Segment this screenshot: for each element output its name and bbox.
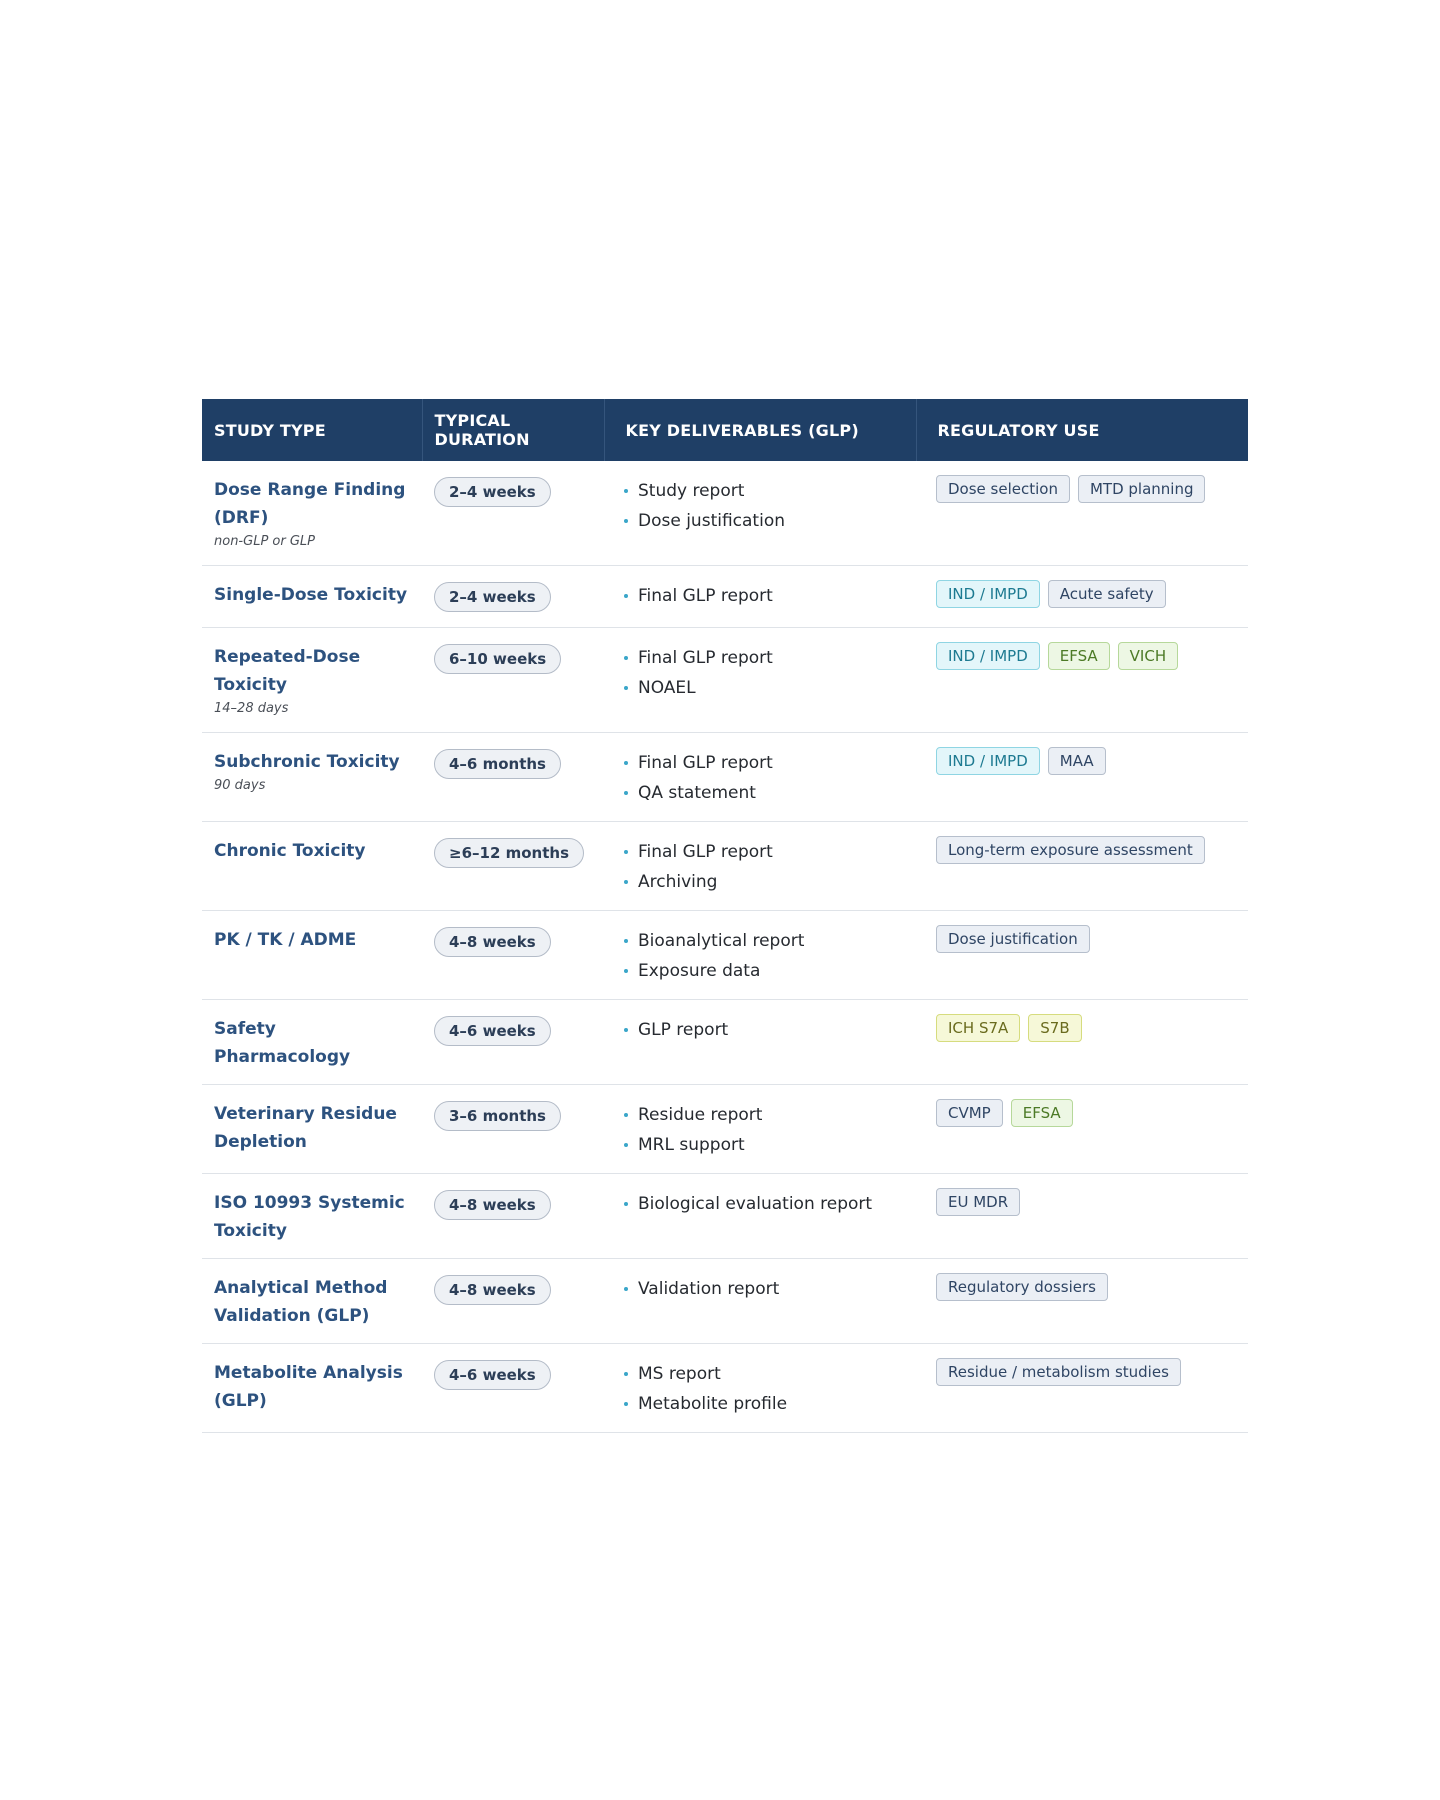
deliverable-text: Metabolite profile [638, 1394, 788, 1414]
study-type-cell [202, 461, 422, 566]
study-name: Metabolite Analysis (GLP) [214, 1363, 403, 1411]
table-header [202, 399, 1248, 461]
deliverable-item [624, 1389, 904, 1419]
duration-cell [422, 733, 604, 822]
study-name: Subchronic Toxicity [214, 752, 400, 772]
duration-pill: 4–8 weeks [434, 1275, 551, 1305]
regulatory-tag: Residue / metabolism studies [936, 1358, 1181, 1386]
regulatory-cell [916, 1344, 1248, 1433]
regulatory-cell [916, 461, 1248, 566]
deliverable-text: NOAEL [638, 678, 696, 698]
study-name: Veterinary Residue Depletion [214, 1104, 397, 1152]
table-row [202, 1259, 1248, 1344]
study-name: Analytical Method Validation (GLP) [214, 1278, 388, 1326]
deliverables-list [624, 1015, 904, 1045]
table-row [202, 461, 1248, 566]
bullet-dot-icon [624, 686, 628, 690]
duration-pill: 4–6 months [434, 749, 561, 779]
duration-pill: 6–10 weeks [434, 644, 561, 674]
deliverables-cell [604, 822, 916, 911]
bullet-dot-icon [624, 850, 628, 854]
regulatory-tag: CVMP [936, 1099, 1003, 1127]
duration-cell [422, 1000, 604, 1085]
deliverables-list [624, 1100, 904, 1160]
study-note: 90 days [214, 778, 266, 793]
deliverable-item [624, 926, 904, 956]
bullet-dot-icon [624, 1113, 628, 1117]
deliverable-item [624, 643, 904, 673]
header-key-deliverables: KEY DELIVERABLES (GLP) [604, 399, 916, 461]
bullet-dot-icon [624, 761, 628, 765]
bullet-dot-icon [624, 1028, 628, 1032]
deliverable-text: Bioanalytical report [638, 931, 805, 951]
deliverable-item [624, 1189, 904, 1219]
deliverable-item [624, 673, 904, 703]
deliverable-item [624, 956, 904, 986]
deliverables-cell [604, 1000, 916, 1085]
deliverable-item [624, 476, 904, 506]
duration-pill: ≥6–12 months [434, 838, 584, 868]
deliverables-cell [604, 1174, 916, 1259]
study-name: Dose Range Finding (DRF) [214, 480, 406, 528]
bullet-dot-icon [624, 1287, 628, 1291]
regulatory-cell [916, 1085, 1248, 1174]
bullet-dot-icon [624, 791, 628, 795]
duration-pill: 2–4 weeks [434, 477, 551, 507]
deliverables-list [624, 1189, 904, 1219]
study-type-cell [202, 566, 422, 628]
deliverables-list [624, 581, 904, 611]
study-type-cell [202, 1085, 422, 1174]
study-type-cell [202, 1000, 422, 1085]
deliverable-text: Residue report [638, 1105, 763, 1125]
deliverable-item [624, 1130, 904, 1160]
table-body [202, 461, 1248, 1433]
table-row [202, 1085, 1248, 1174]
study-note: non-GLP or GLP [214, 534, 315, 549]
study-type-cell [202, 628, 422, 733]
deliverable-item [624, 581, 904, 611]
header-row [202, 399, 1248, 461]
deliverable-text: Final GLP report [638, 842, 773, 862]
deliverables-list [624, 748, 904, 808]
regulatory-cell [916, 911, 1248, 1000]
table-row [202, 628, 1248, 733]
bullet-dot-icon [624, 969, 628, 973]
deliverables-list [624, 1359, 904, 1419]
deliverable-item [624, 748, 904, 778]
deliverable-text: QA statement [638, 783, 756, 803]
deliverable-text: Archiving [638, 872, 718, 892]
deliverable-text: MRL support [638, 1135, 745, 1155]
header-duration-line1: TYPICAL [434, 411, 511, 430]
duration-pill: 2–4 weeks [434, 582, 551, 612]
duration-cell [422, 566, 604, 628]
study-type-cell [202, 822, 422, 911]
deliverables-cell [604, 1344, 916, 1433]
table-row [202, 566, 1248, 628]
regulatory-tag: ICH S7A [936, 1014, 1020, 1042]
bullet-dot-icon [624, 1372, 628, 1376]
deliverable-item [624, 1015, 904, 1045]
regulatory-tag: IND / IMPD [936, 747, 1040, 775]
bullet-dot-icon [624, 939, 628, 943]
deliverables-cell [604, 911, 916, 1000]
deliverable-item [624, 506, 904, 536]
regulatory-cell [916, 566, 1248, 628]
deliverables-list [624, 926, 904, 986]
header-regulatory-use: REGULATORY USE [916, 399, 1248, 461]
deliverables-list [624, 476, 904, 536]
study-type-cell [202, 733, 422, 822]
deliverable-item [624, 1100, 904, 1130]
duration-cell [422, 1085, 604, 1174]
deliverables-list [624, 837, 904, 897]
regulatory-cell [916, 1174, 1248, 1259]
study-name: PK / TK / ADME [214, 930, 357, 950]
duration-cell [422, 1259, 604, 1344]
duration-pill: 4–6 weeks [434, 1016, 551, 1046]
deliverable-text: GLP report [638, 1020, 729, 1040]
duration-cell [422, 822, 604, 911]
deliverable-text: Dose justification [638, 511, 785, 531]
regulatory-tag: MTD planning [1078, 475, 1206, 503]
bullet-dot-icon [624, 1202, 628, 1206]
study-name: ISO 10993 Systemic Toxicity [214, 1193, 405, 1241]
deliverable-text: Validation report [638, 1279, 780, 1299]
deliverables-list [624, 1274, 904, 1304]
deliverable-text: Biological evaluation report [638, 1194, 873, 1214]
regulatory-tag: Dose justification [936, 925, 1090, 953]
regulatory-tag: VICH [1118, 642, 1178, 670]
duration-cell [422, 461, 604, 566]
duration-pill: 4–6 weeks [434, 1360, 551, 1390]
deliverables-cell [604, 628, 916, 733]
header-duration-line2: DURATION [434, 430, 530, 449]
deliverable-item [624, 867, 904, 897]
header-typical-duration [422, 399, 604, 461]
table-row [202, 733, 1248, 822]
deliverable-text: Study report [638, 481, 745, 501]
duration-cell [422, 911, 604, 1000]
regulatory-cell [916, 822, 1248, 911]
deliverables-cell [604, 733, 916, 822]
bullet-dot-icon [624, 489, 628, 493]
regulatory-tag: S7B [1028, 1014, 1081, 1042]
deliverable-item [624, 778, 904, 808]
deliverables-cell [604, 461, 916, 566]
study-table [202, 399, 1248, 1433]
regulatory-tag: Long-term exposure assessment [936, 836, 1205, 864]
study-name: Single-Dose Toxicity [214, 585, 408, 605]
deliverables-list [624, 643, 904, 703]
duration-cell [422, 628, 604, 733]
study-name: Chronic Toxicity [214, 841, 366, 861]
regulatory-tag: Acute safety [1048, 580, 1166, 608]
header-study-type: STUDY TYPE [202, 399, 422, 461]
regulatory-cell [916, 628, 1248, 733]
deliverable-item [624, 837, 904, 867]
deliverables-cell [604, 1259, 916, 1344]
regulatory-tag: EFSA [1048, 642, 1110, 670]
bullet-dot-icon [624, 656, 628, 660]
regulatory-tag: Regulatory dossiers [936, 1273, 1108, 1301]
deliverable-text: Final GLP report [638, 586, 773, 606]
deliverable-text: Exposure data [638, 961, 761, 981]
deliverable-text: Final GLP report [638, 753, 773, 773]
regulatory-tag: EU MDR [936, 1188, 1020, 1216]
duration-pill: 4–8 weeks [434, 927, 551, 957]
deliverable-text: Final GLP report [638, 648, 773, 668]
bullet-dot-icon [624, 880, 628, 884]
duration-pill: 4–8 weeks [434, 1190, 551, 1220]
regulatory-cell [916, 1000, 1248, 1085]
regulatory-tag: MAA [1048, 747, 1106, 775]
duration-cell [422, 1344, 604, 1433]
bullet-dot-icon [624, 594, 628, 598]
study-name: Safety Pharmacology [214, 1019, 351, 1067]
regulatory-tag: EFSA [1011, 1099, 1073, 1127]
regulatory-tag: Dose selection [936, 475, 1070, 503]
duration-pill: 3–6 months [434, 1101, 561, 1131]
study-type-cell [202, 1259, 422, 1344]
study-name: Repeated-Dose Toxicity [214, 647, 361, 695]
deliverables-cell [604, 1085, 916, 1174]
bullet-dot-icon [624, 519, 628, 523]
study-note: 14–28 days [214, 701, 289, 716]
regulatory-cell [916, 1259, 1248, 1344]
table-row [202, 1344, 1248, 1433]
table-row [202, 1000, 1248, 1085]
regulatory-tag: IND / IMPD [936, 580, 1040, 608]
deliverable-item [624, 1274, 904, 1304]
bullet-dot-icon [624, 1402, 628, 1406]
deliverables-cell [604, 566, 916, 628]
duration-cell [422, 1174, 604, 1259]
regulatory-tag: IND / IMPD [936, 642, 1040, 670]
table-row [202, 1174, 1248, 1259]
study-table-container [202, 399, 1248, 1433]
table-row [202, 822, 1248, 911]
regulatory-cell [916, 733, 1248, 822]
study-type-cell [202, 1174, 422, 1259]
table-row [202, 911, 1248, 1000]
study-type-cell [202, 911, 422, 1000]
deliverable-text: MS report [638, 1364, 721, 1384]
bullet-dot-icon [624, 1143, 628, 1147]
deliverable-item [624, 1359, 904, 1389]
study-type-cell [202, 1344, 422, 1433]
